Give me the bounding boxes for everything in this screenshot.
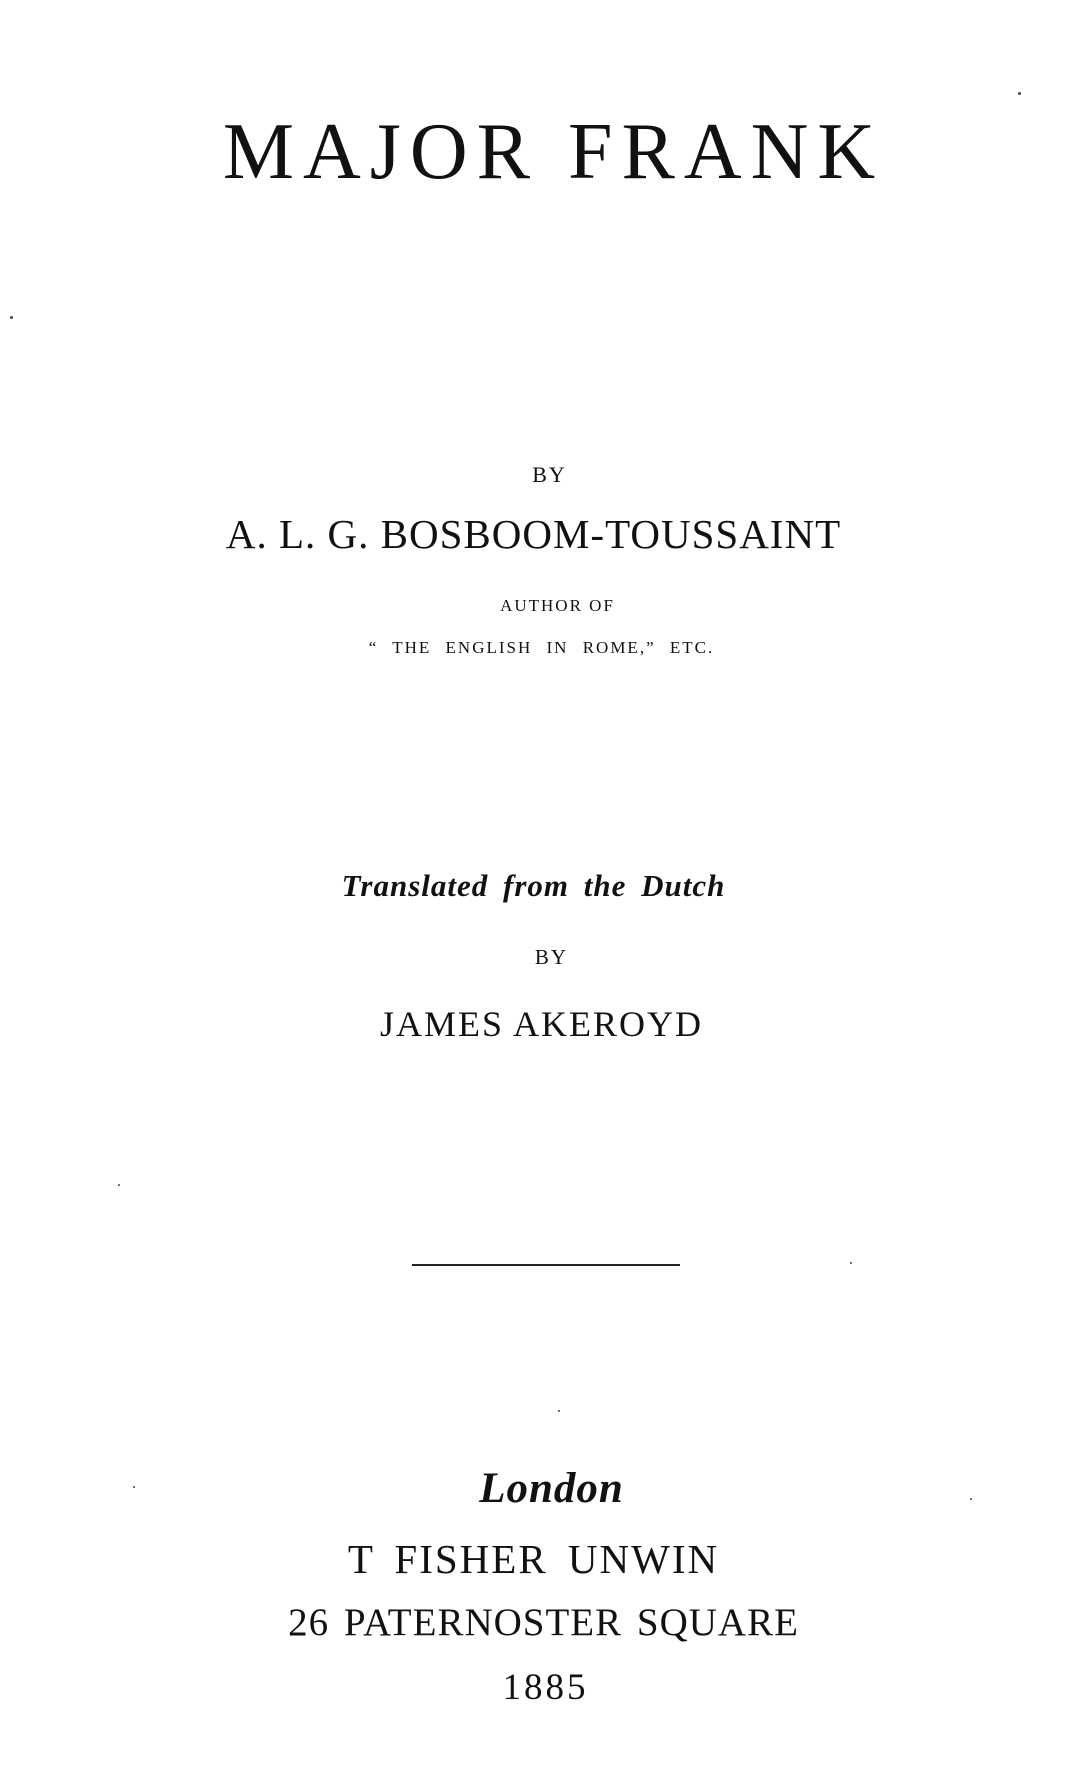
scan-speck (1018, 92, 1021, 95)
scan-speck (118, 1184, 120, 1186)
scan-speck (558, 1410, 560, 1412)
scan-speck (10, 316, 13, 319)
author-name: A. L. G. BOSBOOM-TOUSSAINT (225, 511, 842, 557)
imprint-year: 1885 (502, 1667, 589, 1708)
book-title: MAJOR FRANK (222, 108, 885, 196)
imprint-city: London (479, 1465, 624, 1512)
translated-note: Translated from the Dutch (341, 868, 726, 903)
scan-speck (970, 1498, 972, 1500)
prior-work-title: “ THE ENGLISH IN ROME,” ETC. (368, 638, 715, 657)
by-label: BY (532, 462, 567, 487)
translator-name: JAMES AKEROYD (379, 1004, 704, 1044)
translator-by-label: BY (534, 945, 569, 969)
author-of-label: AUTHOR OF (500, 596, 615, 615)
scan-speck (850, 1262, 852, 1264)
scan-speck (133, 1486, 135, 1488)
imprint-publisher: T FISHER UNWIN (347, 1536, 720, 1582)
imprint-address: 26 PATERNOSTER SQUARE (288, 1601, 799, 1644)
divider-rule (412, 1264, 680, 1266)
